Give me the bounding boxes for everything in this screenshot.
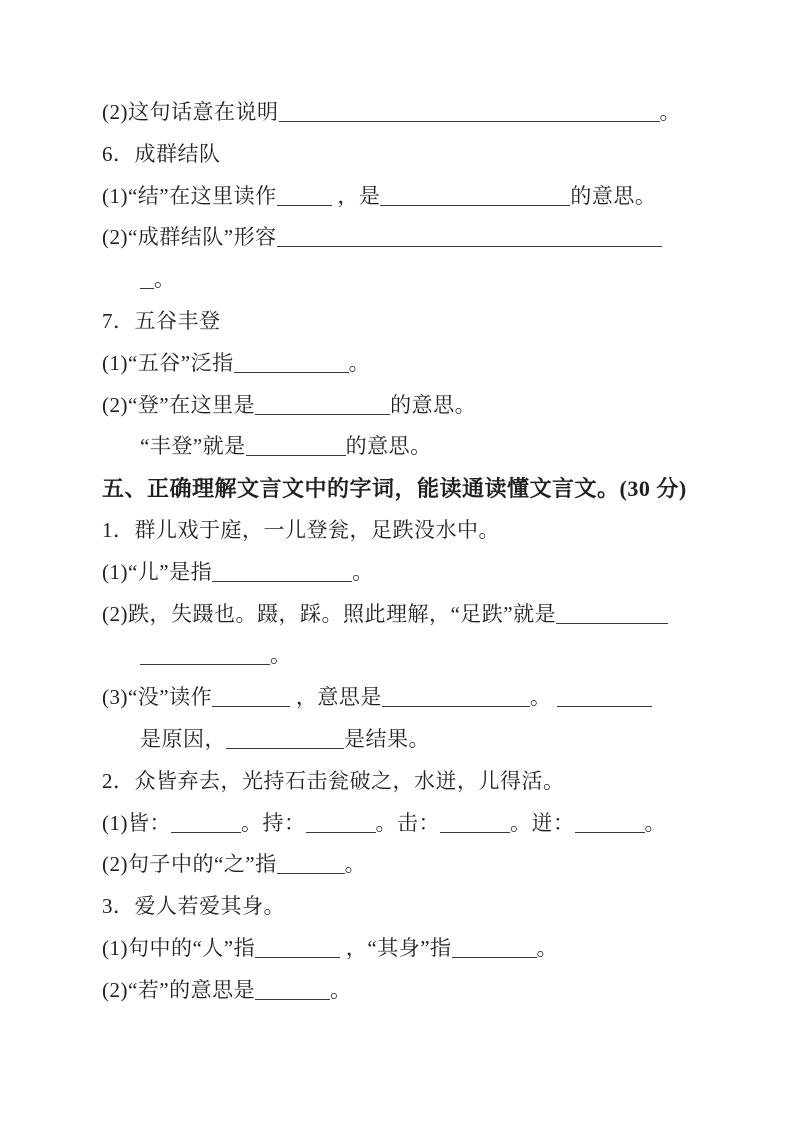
document-line: [102, 510, 702, 552]
line-text: (2)“若”的意思是: [102, 977, 256, 1002]
answer-blank: [556, 602, 668, 624]
line-text: 。击：: [375, 810, 440, 835]
line-text: 。迸：: [510, 810, 575, 835]
line-text: (1)“儿”是指: [102, 559, 213, 584]
line-text: 的意思。: [390, 392, 477, 417]
line-text: 6．成群结队: [102, 141, 221, 166]
document-line: [102, 761, 702, 803]
document-line: [102, 803, 702, 845]
line-text: 。: [270, 643, 292, 668]
answer-blank: [140, 267, 154, 289]
document-line: [102, 134, 702, 176]
line-text: 的意思。: [570, 183, 657, 208]
answer-blank: [306, 811, 376, 833]
line-text: (2)这句话意在说明: [102, 100, 279, 124]
line-text: 。: [644, 810, 666, 835]
line-text: (2)“成群结队”形容: [102, 225, 277, 250]
line-text: 五、正确理解文言文中的字词，能读通读懂文言文。(30 分): [102, 476, 687, 502]
line-text: (2)跌，失蹑也。蹑，踩。照此理解，“足跌”就是: [102, 601, 557, 626]
line-text: ，是: [331, 183, 381, 208]
line-text: 2．众皆弃去，光持石击瓮破之，水迸，儿得活。: [102, 768, 565, 793]
document-line: [102, 385, 702, 427]
line-text: (2)“登”在这里是: [102, 392, 256, 417]
document-line: [102, 635, 702, 677]
line-text: 1．群儿戏于庭，一儿登瓮，足跌没水中。: [102, 517, 500, 542]
document-line: [102, 426, 702, 468]
answer-blank: [277, 184, 332, 206]
answer-blank: [277, 852, 345, 874]
line-text: ，意思是: [290, 685, 382, 710]
line-text: (1)皆：: [102, 810, 171, 835]
line-text: 是原因，: [140, 726, 226, 751]
answer-blank: [277, 225, 662, 247]
document-line: [102, 176, 702, 218]
answer-blank: [440, 811, 510, 833]
answer-blank: [212, 685, 290, 707]
line-text: (1)句中的“人”指: [102, 935, 256, 960]
answer-blank: [557, 685, 652, 707]
document-line: [102, 552, 702, 594]
document-line: [102, 259, 702, 301]
document-line: [102, 468, 702, 510]
document-line: [102, 217, 702, 259]
line-text: 。持：: [241, 810, 306, 835]
line-text: (3)“没”读作: [102, 685, 213, 710]
line-text: ，“其身”指: [340, 935, 452, 960]
line-text: (2)句子中的“之”指: [102, 852, 277, 877]
line-text: 。: [659, 100, 681, 124]
line-text: 。: [536, 935, 559, 960]
answer-blank: [140, 643, 270, 665]
document-line: [102, 970, 702, 1012]
answer-blank: [380, 184, 570, 206]
document-line: [102, 886, 702, 928]
line-text: 。: [344, 852, 367, 877]
document-line: [102, 92, 702, 134]
line-text: 。: [352, 559, 374, 584]
line-text: (1)“结”在这里读作: [102, 183, 277, 208]
document-line: [102, 343, 702, 385]
answer-blank: [255, 393, 390, 415]
document-line: [102, 594, 702, 636]
answer-blank: [382, 685, 530, 707]
answer-blank: [452, 936, 537, 958]
answer-blank: [255, 978, 330, 1000]
answer-blank: [255, 936, 340, 958]
line-text: (1)“五谷”泛指: [102, 350, 234, 375]
line-text: 的意思。: [345, 434, 432, 459]
line-text: 。: [348, 350, 371, 375]
answer-blank: [171, 811, 241, 833]
document-line: [102, 719, 702, 761]
line-text: 。: [154, 267, 176, 292]
line-text: 7．五谷丰登: [102, 308, 221, 333]
line-text: “丰登”就是: [140, 434, 246, 459]
answer-blank: [212, 560, 352, 582]
document-line: [102, 844, 702, 886]
answer-blank: [575, 811, 645, 833]
document-content: [102, 92, 702, 1012]
line-text: 。: [529, 685, 558, 710]
line-text: 。: [330, 977, 352, 1002]
answer-blank: [234, 351, 349, 373]
document-line: [102, 677, 702, 719]
document-line: [102, 301, 702, 343]
line-text: 3．爱人若爱其身。: [102, 894, 285, 919]
answer-blank: [226, 727, 344, 749]
line-text: 是结果。: [344, 726, 430, 751]
answer-blank: [279, 100, 660, 122]
answer-blank: [246, 434, 346, 456]
document-line: [102, 928, 702, 970]
